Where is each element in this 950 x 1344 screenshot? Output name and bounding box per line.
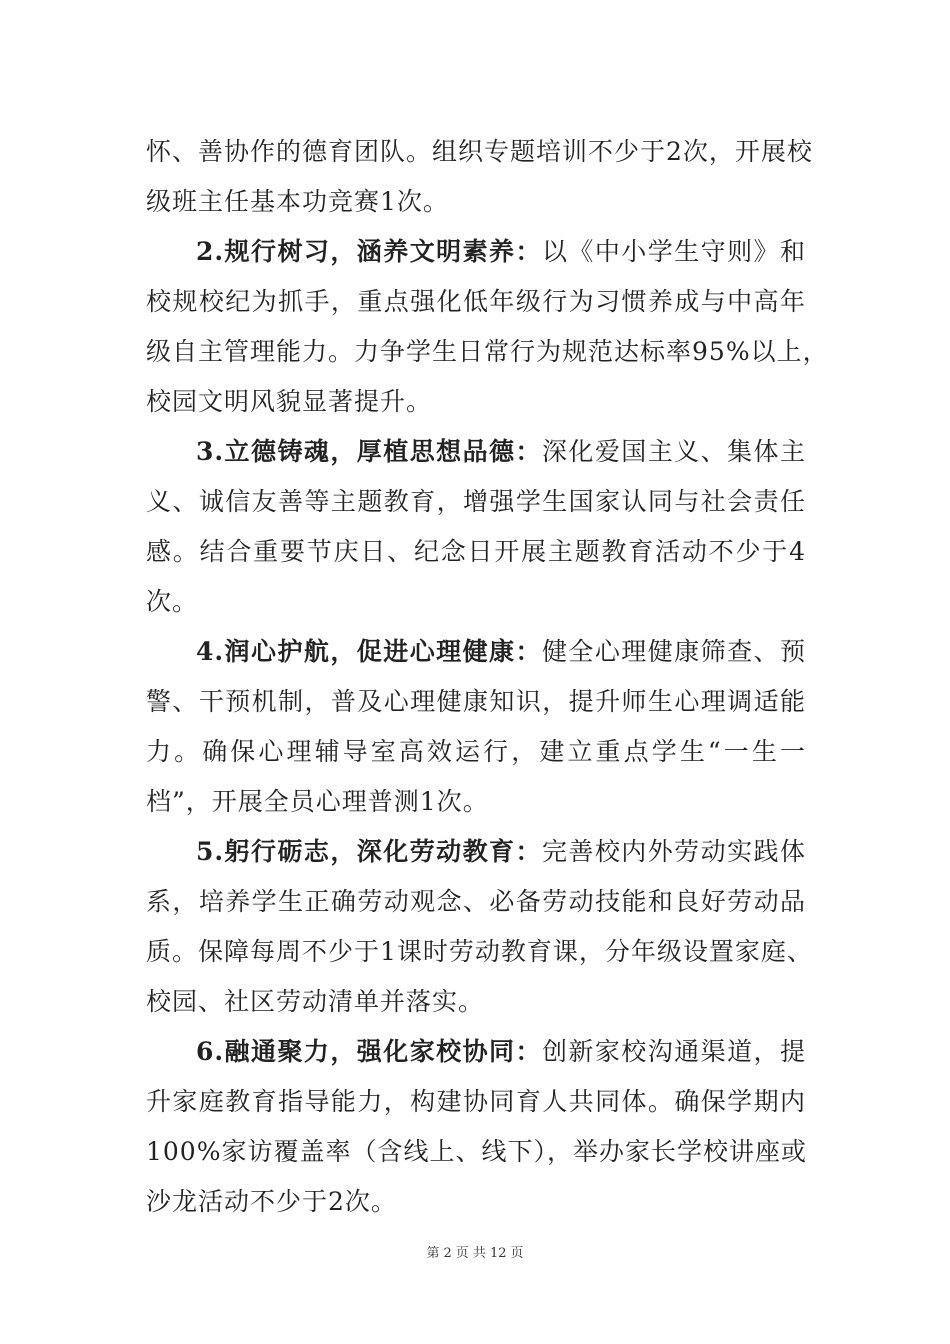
text-line: 系，培养学生正确劳动观念、必备劳动技能和良好劳动品 [146,887,806,916]
item-heading: 2.规行树习，涵养文明素养： [196,237,542,266]
item-text: 完善校内外劳动实践体 [541,837,806,866]
total-pages: 12 [489,1246,507,1261]
item-text: 创新家校沟通渠道，提 [541,1037,806,1066]
text-line: 升家庭教育指导能力，构建协同育人共同体。确保学期内 [146,1087,806,1116]
item-heading-line [196,836,806,868]
footer-mid: 页 共 [455,1246,486,1261]
page-footer [0,1245,950,1263]
item-text: 以《中小学生守则》和 [541,237,806,266]
item-text: 健全心理健康筛查、预 [541,637,806,666]
item-heading-line [196,436,806,468]
text-line: 怀、善协作的德育团队。组织专题培训不少于2次，开展校 [146,137,813,166]
text-line: 感。结合重要节庆日、纪念日开展主题教育活动不少于4 [146,537,806,566]
text-line: 警、干预机制，普及心理健康知识，提升师生心理调适能 [146,687,806,716]
footer-prefix: 第 [426,1246,440,1261]
text-line: 义、诚信友善等主题教育，增强学生国家认同与社会责任 [146,487,806,516]
text-line: 100%家访覆盖率（含线上、线下），举办家长学校讲座或 [146,1137,807,1166]
item-heading-line [196,236,806,268]
page-number: 2 [443,1246,452,1261]
footer-suffix: 页 [510,1246,524,1261]
text-line: 次。 [146,587,199,616]
item-heading: 4.润心护航，促进心理健康： [196,637,542,666]
text-line: 校规校纪为抓手，重点强化低年级行为习惯养成与中高年 [146,287,806,316]
item-heading: 5.躬行砺志，深化劳动教育： [196,837,542,866]
text-line: 级班主任基本功竞赛1次。 [146,187,449,216]
text-line: 校园文明风貌显著提升。 [146,387,433,416]
item-heading: 3.立德铸魂，厚植思想品德： [196,437,542,466]
text-line: 沙龙活动不少于2次。 [146,1187,397,1216]
text-line: 力。确保心理辅导室高效运行，建立重点学生“一生一 [146,737,806,766]
text-line: 级自主管理能力。力争学生日常行为规范达标率95%以上， [146,337,829,366]
item-heading: 6.融通聚力，强化家校协同： [196,1037,542,1066]
text-line: 质。保障每周不少于1课时劳动教育课，分年级设置家庭、 [146,937,813,966]
item-heading-line [196,636,806,668]
text-line: 校园、社区劳动清单并落实。 [146,987,485,1016]
item-heading-line [196,1036,806,1068]
item-text: 深化爱国主义、集体主 [541,437,806,466]
text-line: 档”，开展全员心理普测1次。 [146,787,489,816]
